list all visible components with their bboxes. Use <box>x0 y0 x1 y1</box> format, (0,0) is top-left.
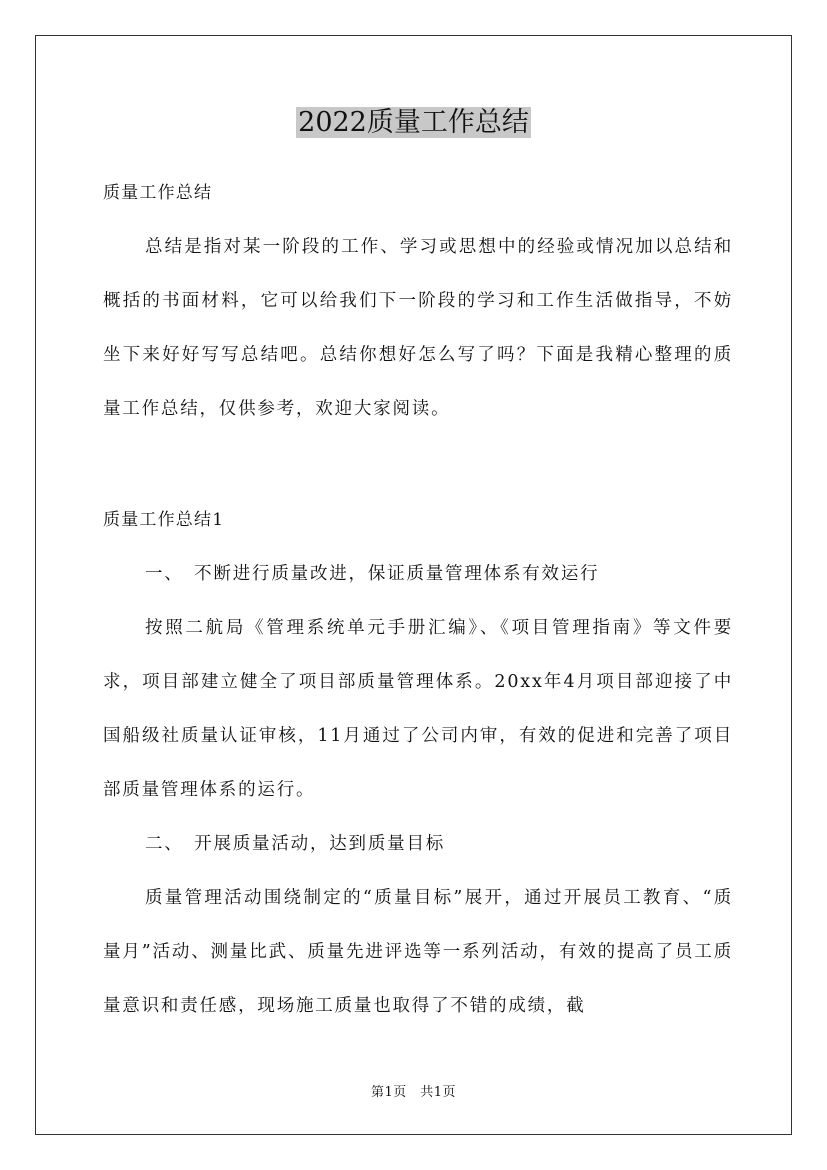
intro-paragraph: 总结是指对某一阶段的工作、学习或思想中的经验或情况加以总结和概括的书面材料，它可以给我们下一阶段的学习和工作生活做指导，不妨坐下来好好写写总结吧。总结你想好怎么写了吗？下面是我精心整理的质量工作总结，仅供参考，欢迎大家阅读。 <box>103 237 733 419</box>
section-1-title: 一、 不断进行质量改进，保证质量管理体系有效运行 <box>145 564 600 584</box>
section-2-title: 二、 开展质量活动，达到质量目标 <box>145 834 446 854</box>
section-2-body: 质量管理活动围绕制定的“质量目标”展开，通过开展员工教育、“质量月”活动、测量比武、质量先进评选等一系列活动，有效的提高了员工质量意识和责任感，现场施工质量也取得了不错的成绩，截 <box>103 888 733 1016</box>
page-number-footer: 第1页 共1页 <box>370 1085 457 1100</box>
heading-quality-summary-1: 质量工作总结1 <box>103 510 225 530</box>
document-title: 2022质量工作总结 <box>298 107 529 138</box>
heading-quality-summary: 质量工作总结 <box>103 183 213 203</box>
section-1-body: 按照二航局《管理系统单元手册汇编》、《项目管理指南》等文件要求，项目部建立健全了项目部质量管理体系。20xx年4月项目部迎接了中国船级社质量认证审核，11月通过了公司内审，有效的促进和完善了项目部质量管理体系的运行。 <box>103 618 733 800</box>
